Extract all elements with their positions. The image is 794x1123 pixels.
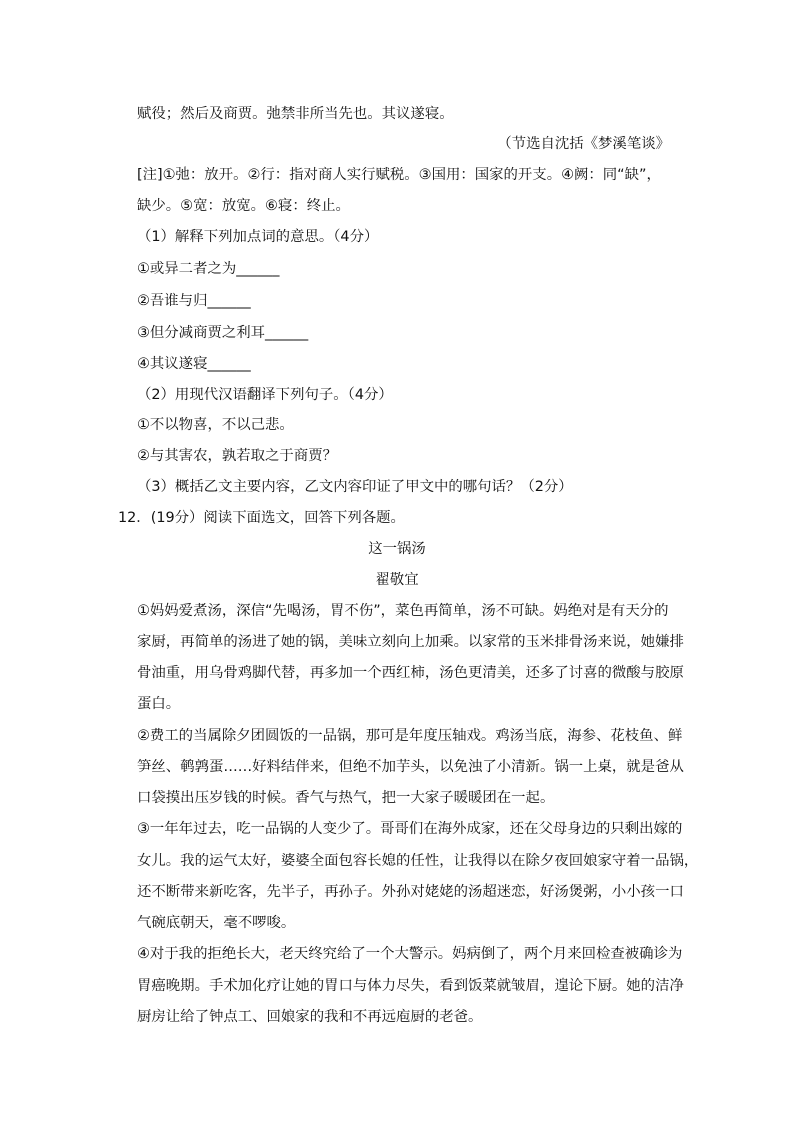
essay-author: 翟敬宜 [375,572,419,588]
essay-line: ①妈妈爱煮汤，深信“先喝汤，胃不伤”，菜色再简单，汤不可缺。妈绝对是有天分的 [137,603,669,619]
notes-line-1: [注]①弛：放开。②行：指对商人实行赋税。③国用：国家的开支。④阙：同“缺”， [137,167,661,183]
question-2-prompt: （2）用现代汉语翻译下列句子。（4分） [137,387,393,403]
question-1-item: ③但分减商贾之利耳______ [137,325,309,341]
question-2-item: ②与其害农，孰若取之于商贾？ [137,448,337,464]
essay-line: 骨油重，用乌骨鸡脚代替，再多加一个西红柿，汤色更清美，还多了讨喜的微酸与胶原 [137,665,684,681]
essay-line: ③一年年过去，吃一品锅的人变少了。哥哥们在海外成家，还在父母身边的只剩出嫁的 [137,821,683,837]
essay-line: 家厨，再简单的汤进了她的锅，美味立刻向上加乘。以家常的玉米排骨汤来说，她嫌排 [137,634,684,650]
passage-end-line: 赋役；然后及商贾。弛禁非所当先也。其议遂寝。 [137,106,454,122]
question-1-item: ④其议遂寝______ [137,356,251,372]
notes-line-2: 缺少。⑤宽：放宽。⑥寝：终止。 [137,198,350,214]
essay-line: 还不断带来新吃客，先半子，再孙子。外孙对姥姥的汤超迷恋，好汤煲粥，小小孩一口 [137,884,684,900]
essay-line: ④对于我的拒绝长大，老天终究给了一个大警示。妈病倒了，两个月来回检查被确诊为 [137,946,683,962]
essay-line: ②费工的当属除夕团圆饭的一品锅，那可是年度压轴戏。鸡汤当底，海参、花枝鱼、鲜 [137,728,683,744]
essay-line: 蛋白。 [137,696,181,712]
question-1-item: ①或异二者之为______ [137,261,280,277]
question-12-prompt: 12．(19分）阅读下面选文，回答下列各题。 [118,510,405,526]
essay-line: 厨房让给了钟点工、回娘家的我和不再远庖厨的老爸。 [137,1009,483,1025]
essay-line: 女儿。我的运气太好，婆婆全面包容长媳的任性，让我得以在除夕夜回娘家守着一品锅， [137,853,699,869]
question-2-item: ①不以物喜，不以己悲。 [137,417,294,433]
source-citation: （节选自沈括《梦溪笔谈》 [497,136,670,152]
essay-line: 气碗底朝天，毫不啰唆。 [137,915,296,931]
essay-line: 笋丝、鹌鹑蛋……好料结伴来，但绝不加芋头，以免浊了小清新。锅一上桌，就是爸从 [137,759,684,775]
question-3-prompt: （3）概括乙文主要内容，乙文内容印证了甲文中的哪句话？（2分） [137,479,573,495]
essay-title: 这一锅汤 [368,541,426,557]
question-1-prompt: （1）解释下列加点词的意思。（4分） [137,229,379,245]
essay-line: 胃癌晚期。手术加化疗让她的胃口与体力尽失，看到饭菜就皱眉，遑论下厨。她的洁净 [137,978,684,994]
question-1-item: ②吾谁与归______ [137,293,251,309]
essay-line: 口袋摸出压岁钱的时候。香气与热气，把一大家子暖暖团在一起。 [137,790,555,806]
